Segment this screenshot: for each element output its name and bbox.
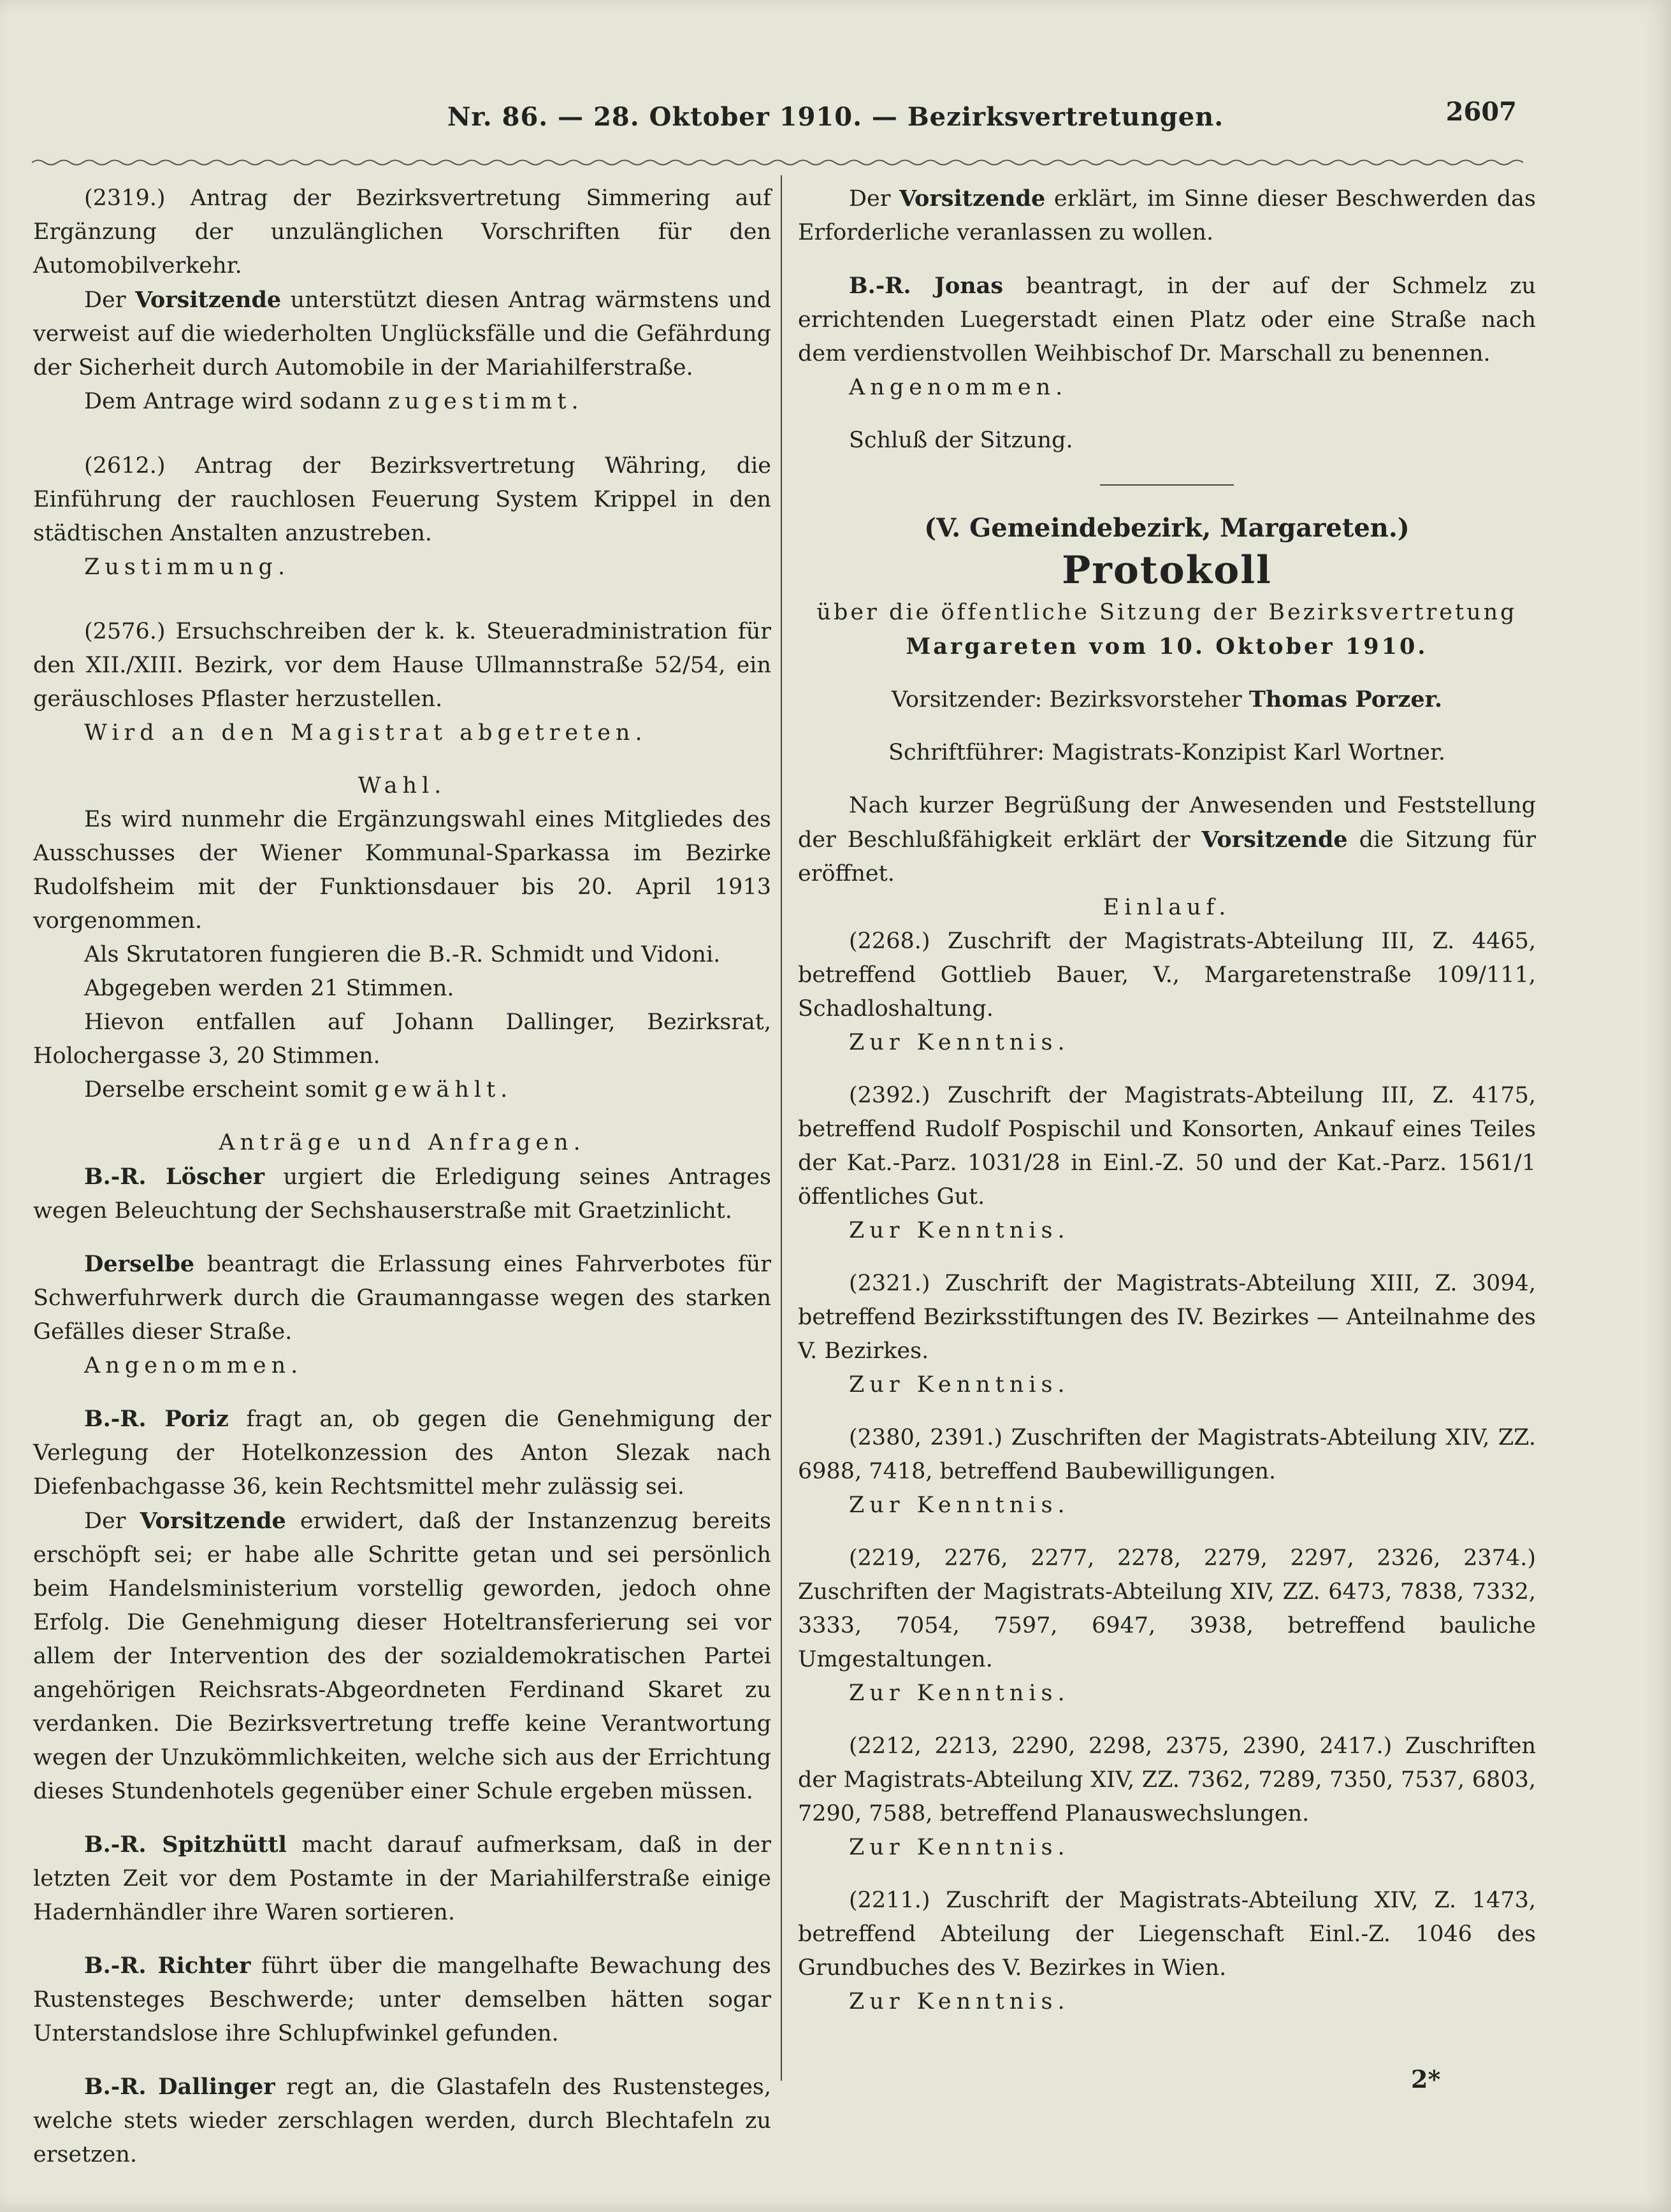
motion-text: führt über die mangelhafte Bewachung des Rustensteges Beschwerde; unter demselben hätten sogar Unterstandslose ihre Schlupfwinkel gefunden. [33, 1953, 771, 2046]
speaker-name: B.-R. Jonas [849, 273, 1004, 299]
session-close: Schluß der Sitzung. [849, 428, 1073, 453]
entry-2212: (2212, 2213, 2290, 2298, 2375, 2390, 2417.) Zuschriften der Magistrats-Abteilung XIV, ZZ. 7362, 7289, 7350, 7537, 6803, 7290, 7588, betreffend Planauswechslungen. [798, 1733, 1536, 1826]
election-text: Derselbe erscheint somit [84, 1077, 368, 1102]
statement-text: erwidert, daß der Instanzenzug bereits erschöpft sei; er habe alle Schritte getan und sei persönlich beim Handelsministerium vorstellig geworden, jedoch ohne Erfolg. Die Genehmigung dieser Hoteltransferierung sei vor allem der Intervention des der sozialdemokratischen Partei angehörigen Reichsrats-Abgeordneten Ferdinand Skaret zu verdanken. Die Bezirksvertretung treffe keine Verantwortung wegen der Unzukömmlichkeiten, welche sich aus der Errichtung dieses Stundenhotels gegenüber einer Schule ergeben müssen. [33, 1508, 771, 1804]
election-outcome: gewählt. [374, 1077, 513, 1102]
election-text: Es wird nunmehr die Ergänzungswahl eines Mitgliedes des Ausschusses der Wiener Kommunal-Sparkassa im Bezirke Rudolfsheim mit der Funktionsdauer bis 20. April 1913 vorgenommen. [33, 807, 771, 934]
protokoll-title: Protokoll [1062, 548, 1272, 593]
section-rule [1100, 484, 1234, 486]
election-text: Abgegeben werden 21 Stimmen. [84, 976, 454, 1001]
speaker-name: B.-R. Dallinger [84, 2074, 275, 2100]
speaker-name: Vorsitzende [134, 287, 282, 313]
statement-text: unterstützt diesen Antrag wärmstens und verweist auf die wiederholten Unglücksfälle und die Gefährdung der Sicherheit durch Automobile in der Mariahilferstraße. [33, 287, 771, 380]
resolution-result: Angenommen. [849, 375, 1068, 400]
section-heading-antraege: Anträge und Anfragen. [219, 1130, 586, 1155]
motion-text: macht darauf aufmerksam, daß in der letzten Zeit vor dem Postamte in der Mariahilferstraße einige Hadernhändler ihre Waren sortieren. [33, 1832, 771, 1925]
speaker-name: Vorsitzende [140, 1508, 286, 1534]
resolution-result: Angenommen. [84, 1353, 303, 1378]
resolution-text: Dem Antrage wird sodann [84, 389, 381, 414]
speaker-name: Vorsitzende [899, 185, 1046, 212]
page-number: 2607 [1445, 97, 1517, 127]
noted-label: Zur Kenntnis. [849, 1835, 1070, 1860]
motion-derselbe [33, 1247, 771, 1349]
motion-text: urgiert die Erledigung seines Antrages wegen Beleuchtung der Sechshauserstraße mit Graetzinlicht. [33, 1164, 771, 1224]
speaker-name: Derselbe [84, 1251, 195, 1277]
item-2319: (2319.) Antrag der Bezirksvertretung Simmering auf Ergänzung der unzulänglichen Vorschriften für den Automobilverkehr. [33, 185, 771, 278]
lead-word: Der [84, 287, 126, 313]
election-result [33, 1073, 771, 1107]
opening-text: die Sitzung für eröffnet. [798, 827, 1536, 886]
header-rule [32, 158, 1523, 167]
column-divider [781, 175, 782, 2081]
signature-mark: 2* [1411, 2065, 1441, 2093]
lead-word: Der [84, 1508, 126, 1534]
speaker-name: B.-R. Spitzhüttl [84, 1832, 287, 1858]
motion-text: beantragt, in der auf der Schmelz zu errichtenden Luegerstadt einen Platz oder eine Straße nach dem verdienstvollen Weihbischof Dr. Marschall zu benennen. [798, 273, 1536, 366]
item-2576: (2576.) Ersuchschreiben der k. k. Steueradministration für den XII./XIII. Bezirk, vor dem Hause Ullmannstraße 52/54, ein geräuschloses Pflaster herzustellen. [33, 619, 771, 712]
motion-poriz [33, 1402, 771, 1504]
statement-text: erklärt, im Sinne dieser Beschwerden das Erforderliche veranlassen zu wollen. [798, 186, 1536, 245]
item-2612: (2612.) Antrag der Bezirksvertretung Währing, die Einführung der rauchlosen Feuerung System Krippel in den städtischen Anstalten anzustreben. [33, 453, 771, 546]
district-heading: (V. Gemeindebezirk, Margareten.) [924, 513, 1410, 543]
motion-loescher [33, 1160, 771, 1228]
noted-label: Zur Kenntnis. [849, 1681, 1070, 1706]
resolution-result: Zustimmung. [84, 554, 291, 580]
section-heading-einlauf: Einlauf. [1103, 895, 1231, 920]
resolution [33, 385, 771, 419]
resolution-result: zugestimmt. [387, 389, 584, 414]
entry-2321: (2321.) Zuschrift der Magistrats-Abteilung XIII, Z. 3094, betreffend Bezirksstiftungen des IV. Bezirkes — Anteilnahme des V. Bezirkes. [798, 1271, 1536, 1364]
chair-line [798, 683, 1536, 717]
election-text: Hievon entfallen auf Johann Dallinger, Bezirksrat, Holochergasse 3, 20 Stimmen. [33, 1009, 771, 1069]
resolution-result: Wird an den Magistrat abgetreten. [84, 720, 647, 746]
noted-label: Zur Kenntnis. [849, 1989, 1070, 2014]
section-heading-wahl: Wahl. [358, 773, 447, 799]
entry-2380: (2380, 2391.) Zuschriften der Magistrats-Abteilung XIV, ZZ. 6988, 7418, betreffend Baubewilligungen. [798, 1425, 1536, 1484]
speaker-name: B.-R. Poriz [84, 1406, 229, 1432]
speaker-name: B.-R. Richter [84, 1953, 251, 1979]
motion-richter [33, 1949, 771, 2051]
protokoll-date: Margareten vom 10. Oktober 1910. [906, 633, 1428, 660]
noted-label: Zur Kenntnis. [849, 1372, 1070, 1398]
chair-support [33, 283, 771, 385]
opening-text: Nach kurzer Begrüßung der Anwesenden und Feststellung der Beschlußfähigkeit erklärt der [798, 793, 1536, 853]
chair-name: Thomas Porzer. [1248, 686, 1443, 712]
left-column [33, 182, 771, 2172]
protokoll-subtitle: über die öffentliche Sitzung der Bezirksvertretung [816, 600, 1517, 625]
noted-label: Zur Kenntnis. [849, 1218, 1070, 1243]
entry-2211: (2211.) Zuschrift der Magistrats-Abteilung XIV, Z. 1473, betreffend Abteilung der Liegenschaft Einl.-Z. 1046 des Grundbuches des V. Bezirkes in Wien. [798, 1888, 1536, 1981]
motion-text: fragt an, ob gegen die Genehmigung der Verlegung der Hotelkonzession des Anton Slezak nach Diefenbachgasse 36, kein Rechtsmittel mehr zulässig sei. [33, 1406, 771, 1500]
right-column [798, 182, 1536, 2019]
motion-dallinger [33, 2070, 771, 2172]
session-opening [798, 789, 1536, 891]
noted-label: Zur Kenntnis. [849, 1493, 1070, 1518]
speaker-name: B.-R. Löscher [84, 1164, 265, 1190]
motion-text: beantragt die Erlassung eines Fahrverbotes für Schwerfuhrwerk durch die Graumanngasse wegen des starken Gefälles dieser Straße. [33, 1252, 771, 1345]
entry-2219: (2219, 2276, 2277, 2278, 2279, 2297, 2326, 2374.) Zuschriften der Magistrats-Abteilung XIV, ZZ. 6473, 7838, 7332, 3333, 7054, 7597, 6947, 3938, betreffend bauliche Umgestaltungen. [798, 1545, 1536, 1672]
header-title: Nr. 86. — 28. Oktober 1910. — Bezirksvertretungen. [447, 102, 1224, 132]
motion-text: regt an, die Glastafeln des Rustensteges, welche stets wieder zerschlagen werden, durch Blechtafeln zu ersetzen. [33, 2074, 771, 2167]
speaker-name: Vorsitzende [1201, 827, 1348, 853]
page-header [0, 97, 1671, 140]
motion-jonas [798, 269, 1536, 371]
entry-2392: (2392.) Zuschrift der Magistrats-Abteilung III, Z. 4175, betreffend Rudolf Pospischil und Konsorten, Ankauf eines Teiles der Kat.-Parz. 1031/28 in Einl.-Z. 50 und der Kat.-Parz. 1561/1 öffentliches Gut. [798, 1083, 1536, 1210]
entry-2268: (2268.) Zuschrift der Magistrats-Abteilung III, Z. 4465, betreffend Gottlieb Bauer, V., Margaretenstraße 109/111, Schadloshaltung. [798, 929, 1536, 1022]
secretary-line: Schriftführer: Magistrats-Konzipist Karl Wortner. [888, 740, 1445, 765]
noted-label: Zur Kenntnis. [849, 1030, 1070, 1055]
chair-declaration [798, 182, 1536, 250]
election-text: Als Skrutatoren fungieren die B.-R. Schmidt und Vidoni. [84, 942, 721, 967]
chair-label: Vorsitzender: Bezirksvorsteher [891, 687, 1242, 712]
chair-reply [33, 1504, 771, 1809]
motion-spitzhuettl [33, 1828, 771, 1930]
lead-word: Der [849, 186, 891, 212]
